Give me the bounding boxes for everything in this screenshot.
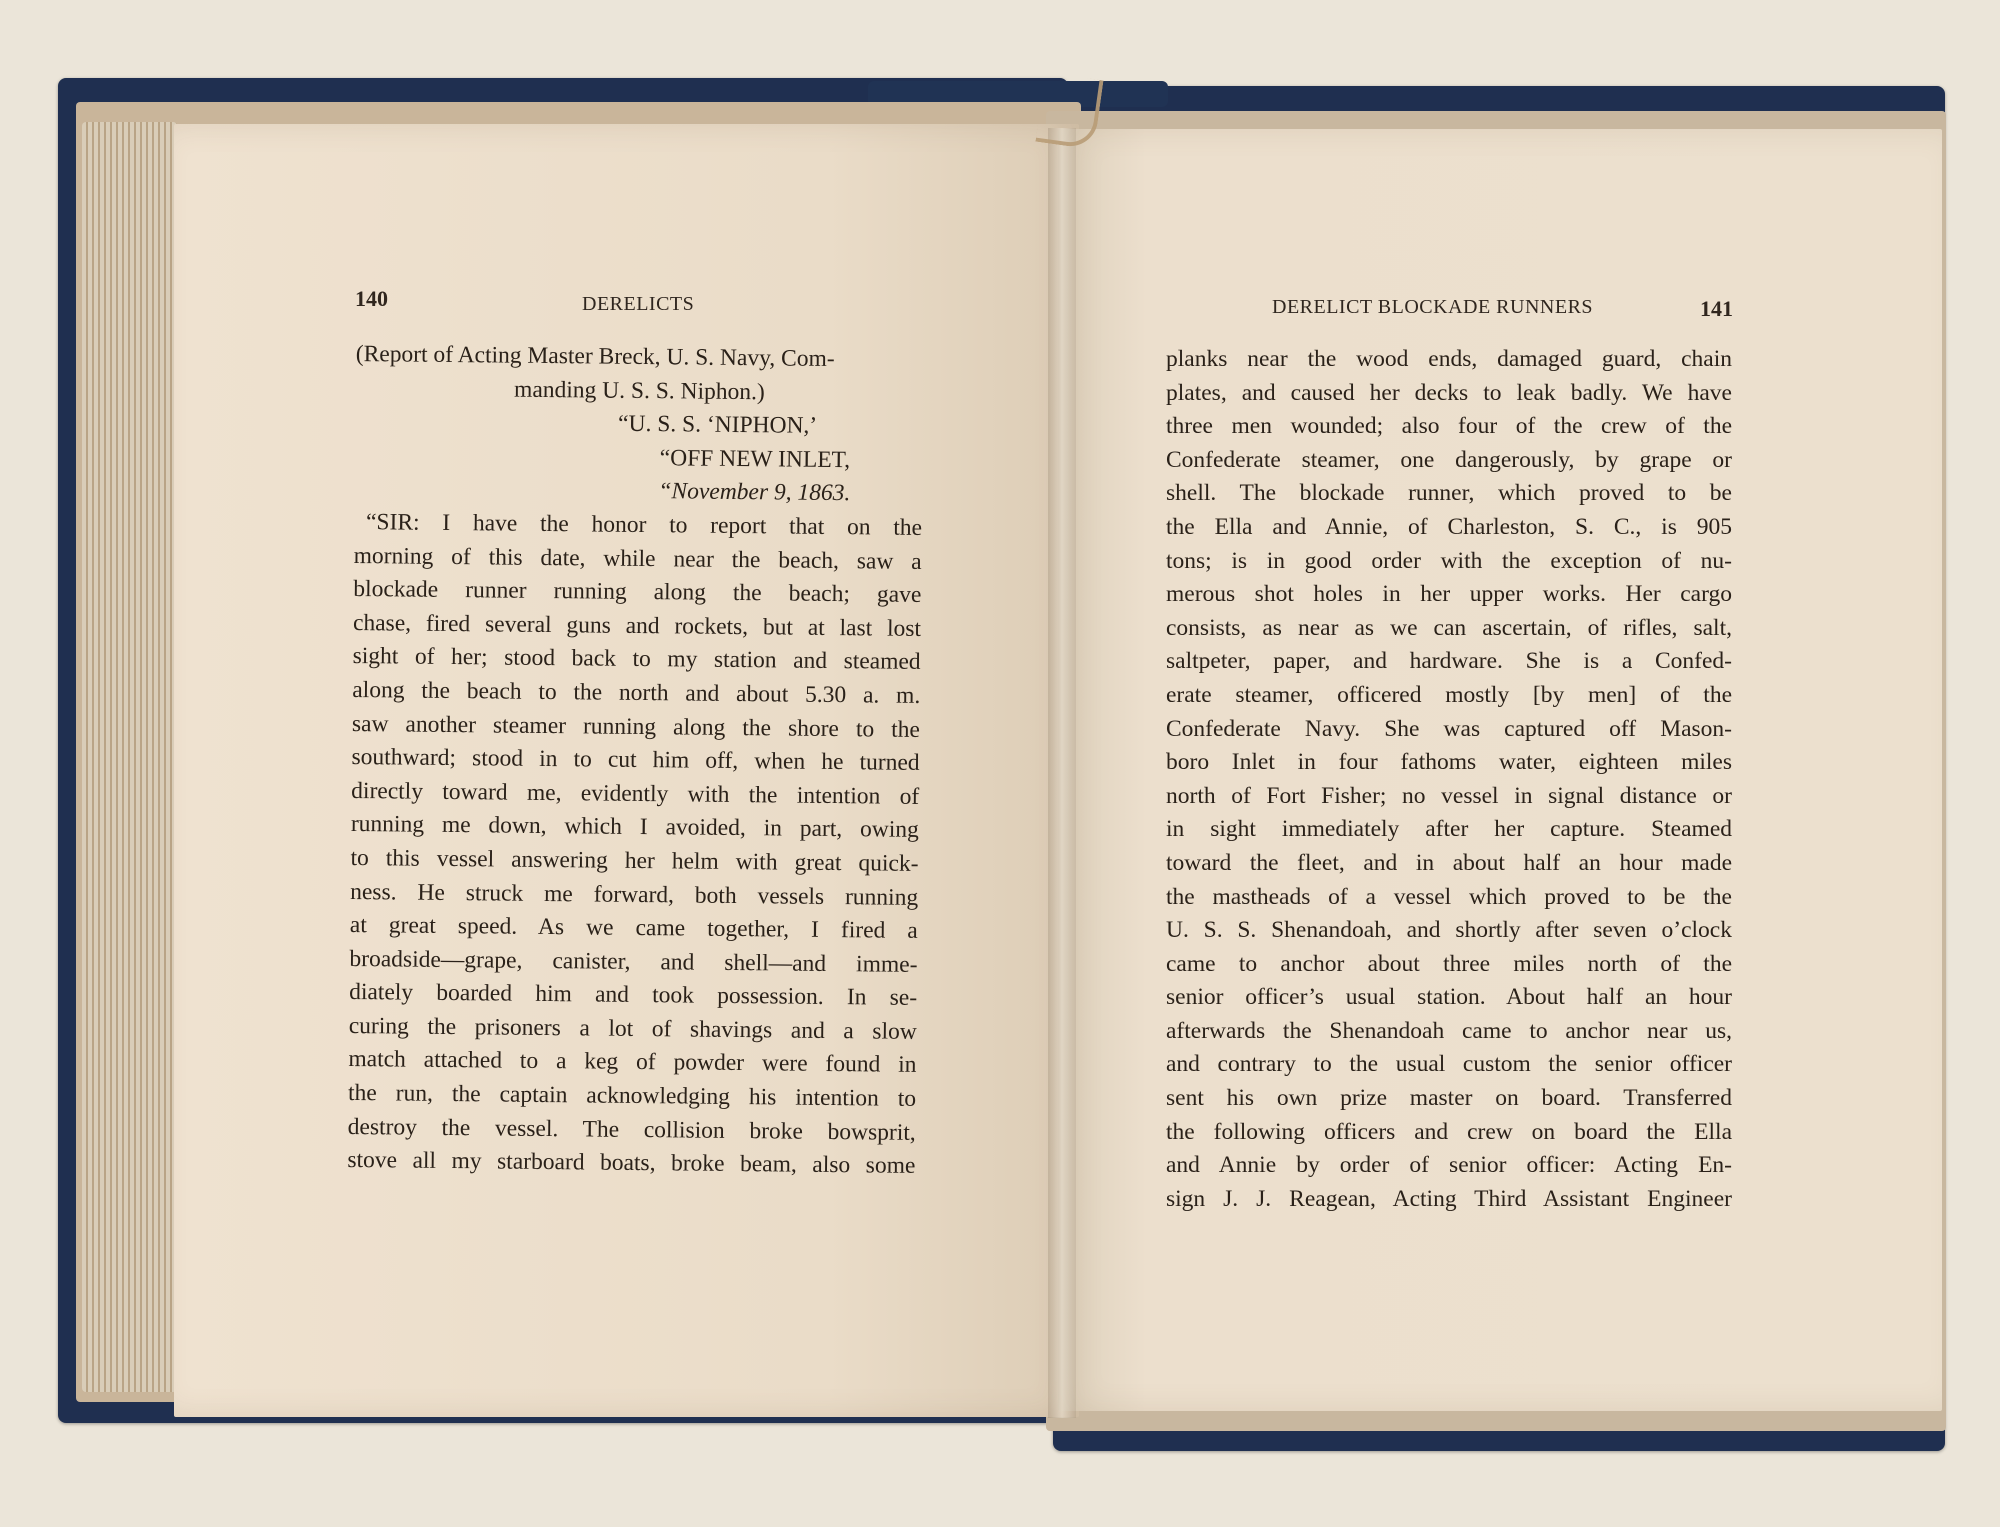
left-line-9: chase, fired several guns and rockets, but at last lost xyxy=(352,609,922,642)
left-line-7: morning of this date, while near the beach, saw a xyxy=(353,542,922,575)
left-line-24: destroy the vessel. The collision broke bowsprit, xyxy=(347,1113,916,1146)
left-line-11: along the beach to the north and about 5.30 a. m. xyxy=(352,676,921,709)
right-line-17: the mastheads of a vessel which proved to be the xyxy=(1166,883,1732,910)
right-line-14: north of Fort Fisher; no vessel in signal distance or xyxy=(1166,782,1732,809)
left-line-25: stove all my starboard boats, broke beam, also some xyxy=(347,1147,916,1180)
right-line-10: saltpeter, paper, and hardware. She is a Confed- xyxy=(1166,648,1732,675)
right-line-4: Confederate steamer, one dangerously, by grape or xyxy=(1166,446,1732,473)
right-line-15: in sight immediately after her capture. Steamed xyxy=(1166,816,1732,843)
left-line-16: to this vessel answering her helm with great quick- xyxy=(350,844,919,877)
left-line-2: manding U. S. S. Niphon.) xyxy=(513,376,765,405)
left-line-17: ness. He struck me forward, both vessels running xyxy=(350,878,919,911)
page-edge-lines xyxy=(82,122,177,1392)
right-line-11: erate steamer, officered mostly [by men] of the xyxy=(1166,681,1732,708)
right-line-3: three men wounded; also four of the crew of the xyxy=(1166,413,1732,440)
left-line-23: the run, the captain acknowledging his intention to xyxy=(347,1080,917,1112)
left-line-18: at great speed. As we came together, I fired a xyxy=(349,912,918,945)
left-line-12: saw another steamer running along the shore to the xyxy=(351,710,921,743)
right-line-1: planks near the wood ends, damaged guard, chain xyxy=(1166,346,1732,372)
left-line-20: diately boarded him and took possession. In se- xyxy=(349,979,918,1012)
left-line-14: directly toward me, evidently with the intention of xyxy=(351,777,920,810)
right-running-head: DERELICT BLOCKADE RUNNERS xyxy=(1272,296,1594,318)
left-line-13: southward; stood in to cut him off, when he turned xyxy=(351,744,920,777)
right-line-21: afterwards the Shenandoah came to anchor near us, xyxy=(1166,1017,1732,1044)
right-line-16: toward the fleet, and in about half an hour made xyxy=(1166,849,1732,876)
left-line-4: “OFF NEW INLET, xyxy=(659,444,851,473)
left-page-text xyxy=(347,338,924,1184)
right-line-6: the Ella and Annie, of Charleston, S. C., is 905 xyxy=(1166,513,1732,540)
right-line-2: plates, and caused her decks to leak badly. We have xyxy=(1166,379,1732,406)
left-line-22: match attached to a keg of powder were found in xyxy=(348,1046,917,1079)
left-line-19: broadside—grape, canister, and shell—and imme- xyxy=(349,945,918,978)
right-line-24: the following officers and crew on board the Ella xyxy=(1166,1118,1732,1145)
left-page-number: 140 xyxy=(355,286,388,311)
right-line-25: and Annie by order of senior officer: Acting En- xyxy=(1166,1152,1732,1179)
left-line-15: running me down, which I avoided, in part, owing xyxy=(350,811,920,844)
right-page-number: 141 xyxy=(1700,296,1733,321)
right-line-7: tons; is in good order with the exception of nu- xyxy=(1166,547,1732,574)
book-gutter xyxy=(1048,128,1076,1418)
left-line-1: (Report of Acting Master Breck, U. S. Navy, Com- xyxy=(355,340,835,373)
left-line-3: “U. S. S. ‘NIPHON,’ xyxy=(617,410,818,440)
left-running-head: DERELICTS xyxy=(582,293,695,315)
right-line-23: sent his own prize master on board. Transferred xyxy=(1166,1085,1732,1112)
right-line-5: shell. The blockade runner, which proved to be xyxy=(1166,480,1732,507)
left-line-21: curing the prisoners a lot of shavings and a slow xyxy=(348,1012,917,1045)
right-line-12: Confederate Navy. She was captured off Mason- xyxy=(1166,715,1732,742)
right-line-22: and contrary to the usual custom the senior officer xyxy=(1166,1051,1732,1078)
right-line-18: U. S. S. Shenandoah, and shortly after seven o’clock xyxy=(1166,917,1732,944)
right-line-26: sign J. J. Reagean, Acting Third Assistant Engineer xyxy=(1166,1185,1732,1212)
right-line-9: consists, as near as we can ascertain, of rifles, salt, xyxy=(1166,614,1732,641)
right-line-20: senior officer’s usual station. About half an hour xyxy=(1166,984,1732,1011)
right-line-8: merous shot holes in her upper works. Her cargo xyxy=(1166,581,1732,608)
left-line-6: “SIR: I have the honor to report that on the xyxy=(365,509,923,541)
right-line-13: boro Inlet in four fathoms water, eighteen miles xyxy=(1166,749,1732,776)
left-line-5: “November 9, 1863. xyxy=(658,478,851,507)
left-line-10: sight of her; stood back to my station and steamed xyxy=(352,643,921,676)
right-page-text xyxy=(1166,343,1732,1216)
left-line-8: blockade runner running along the beach; gave xyxy=(353,576,922,609)
right-line-19: came to anchor about three miles north of the xyxy=(1166,950,1732,977)
